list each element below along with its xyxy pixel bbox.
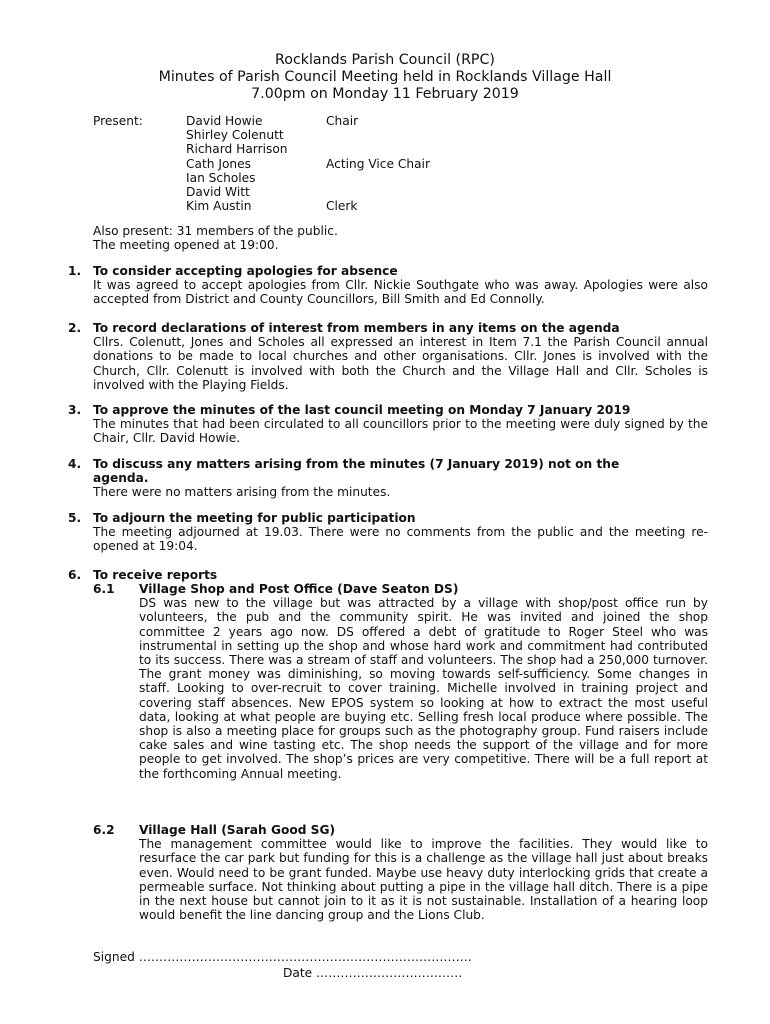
- attendee-name: Kim Austin: [186, 199, 252, 214]
- agenda-item-3: [68, 403, 708, 446]
- item-number: 4.: [68, 457, 82, 471]
- item-body: The minutes that had been circulated to all councillors prior to the meeting were duly signed by the Chair, Cllr. David Howie.: [93, 417, 708, 446]
- item-title: To approve the minutes of the last council meeting on Monday 7 January 2019: [93, 403, 631, 417]
- attendee-row: [186, 171, 506, 185]
- attendee-name: Cath Jones: [186, 156, 251, 171]
- item-title: To discuss any matters arising from the minutes (7 January 2019) not on the agenda.: [93, 457, 620, 486]
- meeting-opened-text: The meeting opened at 19:00.: [93, 238, 279, 253]
- agenda-item-5: [68, 511, 708, 554]
- item-body: It was agreed to accept apologies from Cllr. Nickie Southgate who was away. Apologies were also accepted from District and County Councillors, Bill Smith and Ed Connolly.: [93, 278, 708, 307]
- attendee-row: [186, 185, 506, 199]
- agenda-item-1: [68, 264, 708, 307]
- signature-line: Signed ……………………………………………………………………….: [93, 950, 472, 964]
- attendee-list: [186, 114, 506, 213]
- attendee-name: Richard Harrison: [186, 142, 288, 157]
- meeting-title: Minutes of Parish Council Meeting held in Rocklands Village Hall: [158, 69, 612, 85]
- item-body: There were no matters arising from the minutes.: [93, 485, 391, 500]
- attendee-name: David Witt: [186, 184, 250, 199]
- item-title: To adjourn the meeting for public participation: [93, 511, 416, 525]
- attendee-name: Shirley Colenutt: [186, 128, 284, 143]
- attendee-name: David Howie: [186, 114, 263, 128]
- item-number: 3.: [68, 403, 82, 417]
- attendee-role: Clerk: [326, 199, 358, 214]
- subitem-title: Village Shop and Post Office (Dave Seaton DS): [139, 582, 459, 596]
- attendee-role: Chair: [326, 114, 359, 128]
- subitem-title: Village Hall (Sarah Good SG): [139, 823, 336, 837]
- date-line: Date ………………………………: [283, 966, 463, 980]
- subitem-body: DS was new to the village but was attracted by a village with shop/post office run by volunteers, the pub and the community spirit. He was invited and joined the shop committee 2 years ago now. DS offered a debt of gratitude to Roger Steel who was instrumental in setting up the shop and whose hard work and commitment had contributed to its success. There was a stream of staff and volunteers. The shop had a 250,000 turnover. The grant money was diminishing, so moving towards self-sufficiency. Some changes in staff. Looking to over-recruit to cover training. Michelle involved in training project and covering staff absences. New EPOS system so looking at how to extract the most useful data, looking at what people are buying etc. Selling fresh local produce where possible. The shop is also a meeting place for groups such as the photography group. Fund raisers include cake sales and wine tasting etc. The shop needs the support of the village and for more people to get involved. The shop’s prices are very competitive. There will be a full report at the forthcoming Annual meeting.: [139, 596, 708, 781]
- item-number: 5.: [68, 511, 82, 525]
- subitem-number: 6.1: [93, 582, 115, 596]
- attendee-row: [186, 114, 506, 128]
- agenda-item-2: [68, 321, 708, 392]
- agenda-item-6: [68, 568, 708, 582]
- item-title: To consider accepting apologies for absence: [93, 264, 398, 278]
- attendee-name: Ian Scholes: [186, 170, 256, 185]
- item-body: The meeting adjourned at 19.03. There were no comments from the public and the meeting re-opened at 19:04.: [93, 525, 708, 554]
- also-present-block: [93, 224, 338, 252]
- agenda-item-4: [68, 457, 708, 500]
- item-body: Cllrs. Colenutt, Jones and Scholes all expressed an interest in Item 7.1 the Parish Council annual donations to be made to local churches and other organisations. Cllr. Jones is involved with the Church, Cllr. Colenutt is involved with both the Church and the Village Hall and Cllr. Scholes is involved with the Playing Fields.: [93, 335, 708, 392]
- document-header: [0, 52, 770, 103]
- council-name: Rocklands Parish Council (RPC): [275, 52, 495, 68]
- also-present-text: Also present: 31 members of the public.: [93, 224, 338, 238]
- attendee-row: [186, 157, 506, 171]
- item-number: 1.: [68, 264, 82, 278]
- item-title: To record declarations of interest from members in any items on the agenda: [93, 321, 620, 335]
- subitem-number: 6.2: [93, 823, 115, 837]
- attendee-row: [186, 128, 506, 142]
- subitem-body: The management committee would like to improve the facilities. They would like to resurface the car park but funding for this is a challenge as the village hall just about breaks even. Would need to be grant funded. Maybe use heavy duty interlocking grids that create a permeable surface. Not thinking about putting a pipe in the village hall ditch. There is a pipe in the next house but cannot join to it as it is not sustainable. Installation of a hearing loop would benefit the line dancing group and the Lions Club.: [139, 837, 708, 923]
- report-6-1: [93, 582, 708, 781]
- present-label: Present:: [93, 114, 143, 128]
- attendee-role: Acting Vice Chair: [326, 156, 430, 171]
- item-number: 2.: [68, 321, 82, 335]
- report-6-2: [93, 823, 708, 922]
- attendee-row: [186, 199, 506, 213]
- attendee-row: [186, 142, 506, 156]
- item-number: 6.: [68, 568, 82, 582]
- meeting-date: 7.00pm on Monday 11 February 2019: [251, 86, 519, 102]
- item-title: To receive reports: [93, 568, 218, 582]
